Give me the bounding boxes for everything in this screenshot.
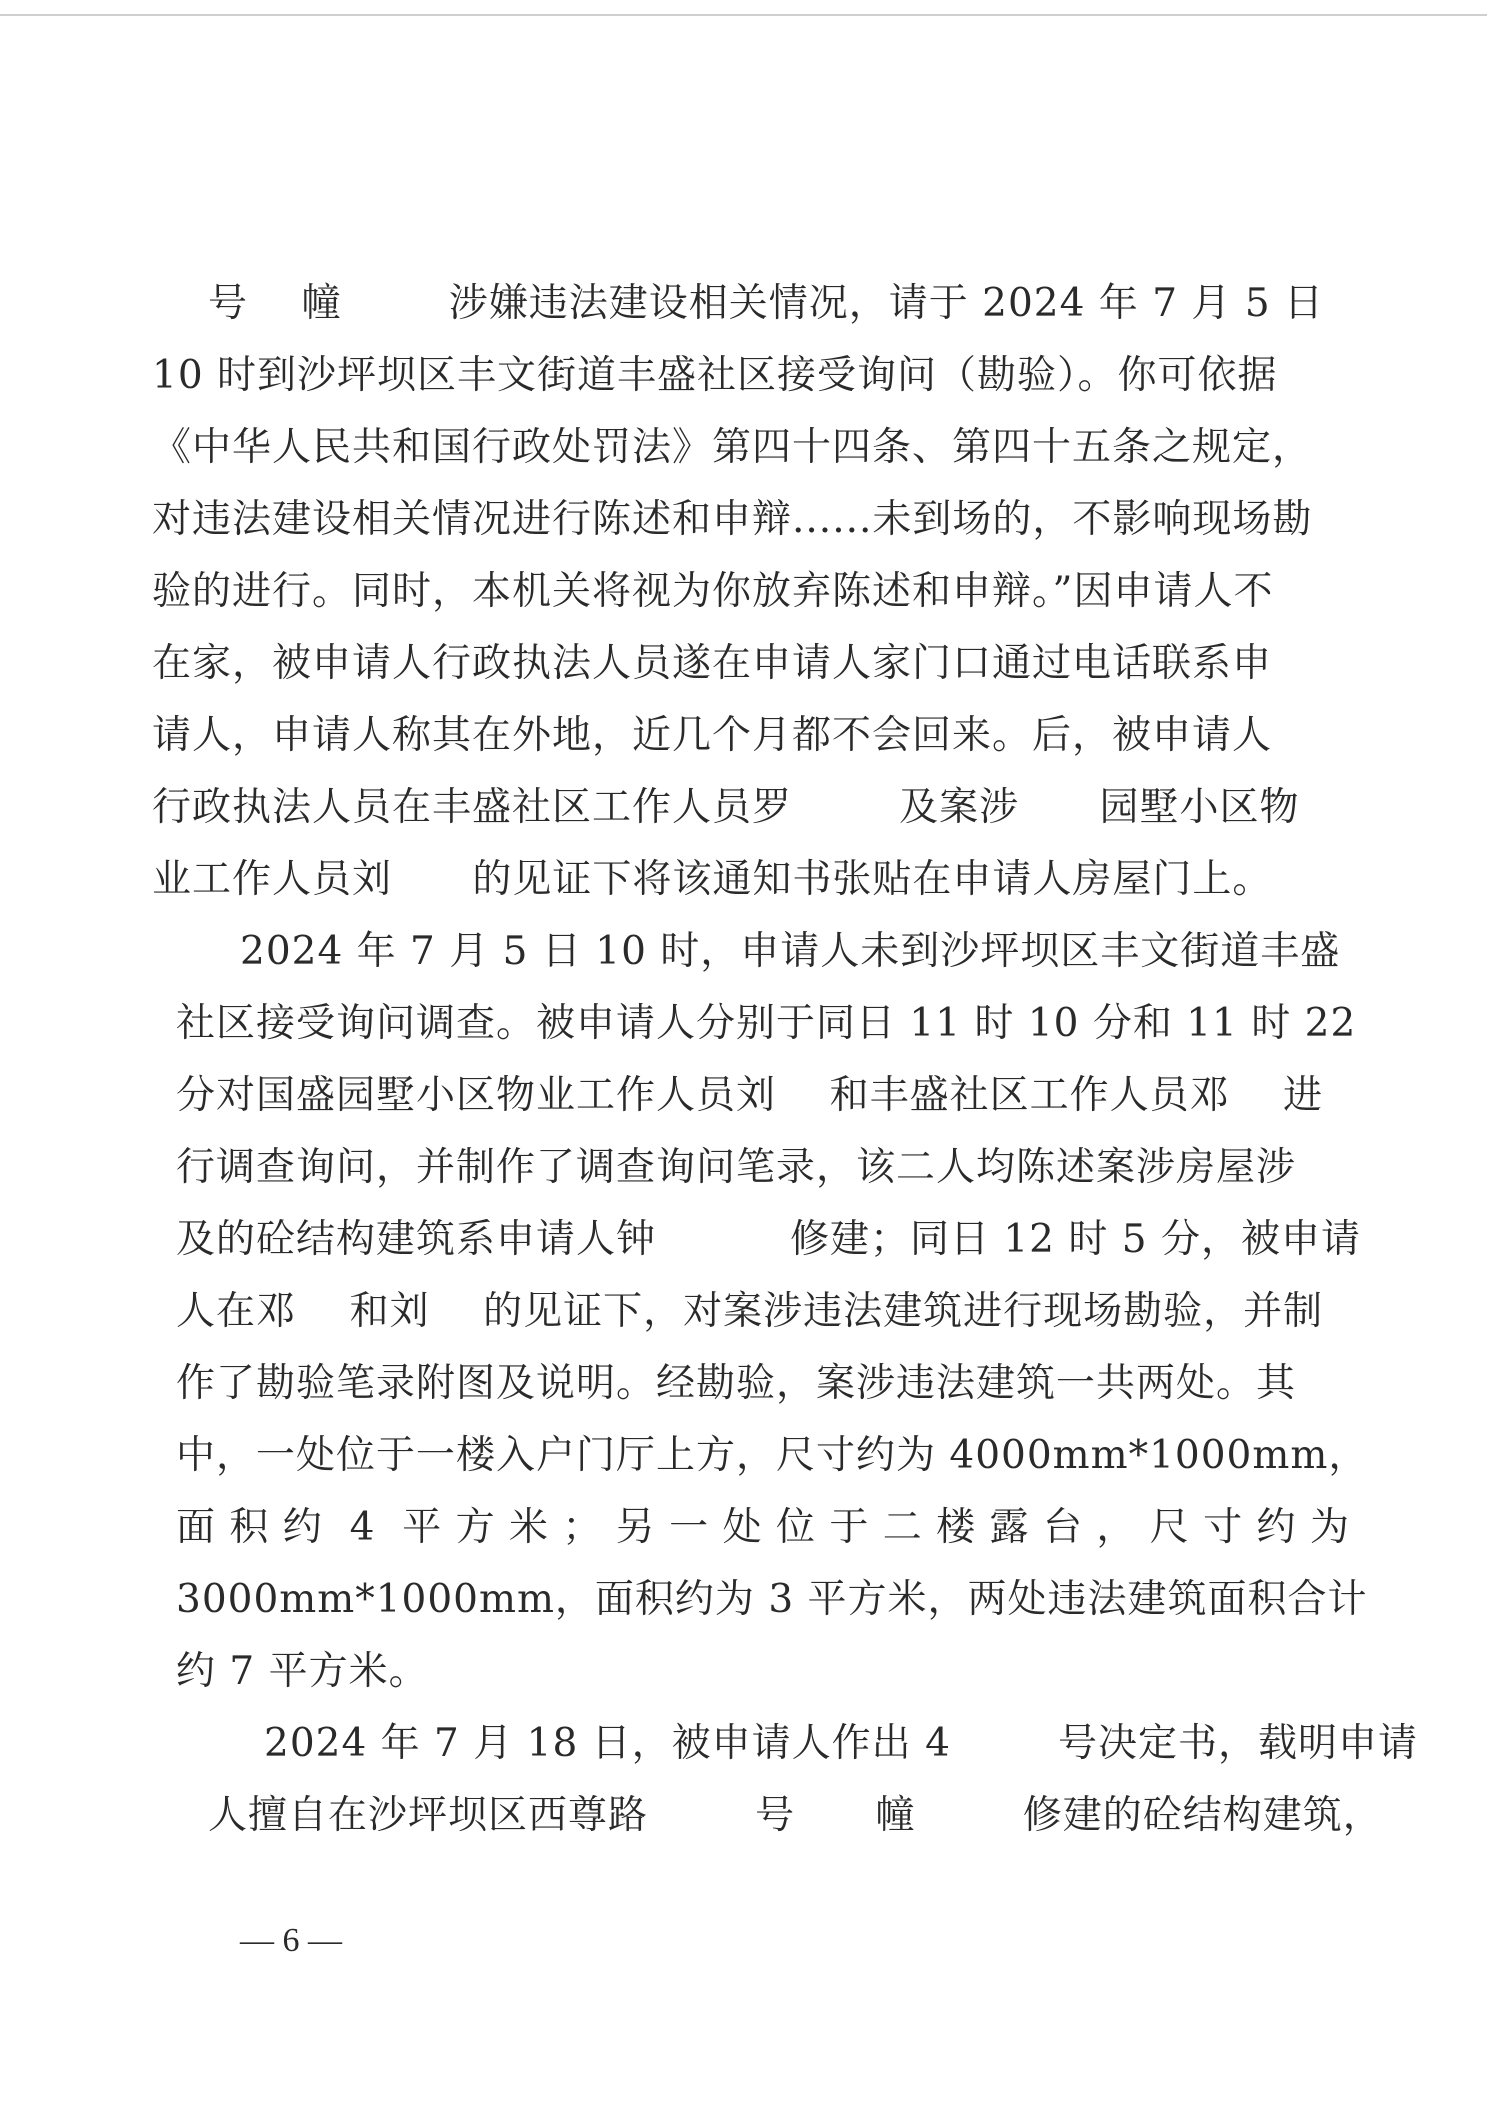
body-line: 中，一处位于一楼入户门厅上方，尺寸约为 4000mm*1000mm， xyxy=(176,1433,1369,1478)
body-line: 2024 年 7 月 5 日 10 时，申请人未到沙坪坝区丰文街道丰盛 xyxy=(240,929,1341,974)
body-line: 面 积 约 4 平 方 米 ； 另 一 处 位 于 二 楼 露 台 ， 尺 寸 约 为 xyxy=(176,1505,1350,1550)
body-line: 号 幢 涉嫌违法建设相关情况，请于 2024 年 7 月 5 日 xyxy=(208,281,1325,326)
body-line: 对违法建设相关情况进行陈述和申辩......未到场的，不影响现场勘 xyxy=(152,497,1313,542)
body-line: 作了勘验笔录附图及说明。经勘验，案涉违法建筑一共两处。其 xyxy=(176,1361,1297,1406)
body-line: 约 7 平方米。 xyxy=(176,1649,429,1694)
body-line: 《中华人民共和国行政处罚法》第四十四条、第四十五条之规定， xyxy=(152,425,1313,470)
page-number: — 6 — xyxy=(240,1922,342,1959)
body-line: 在家，被申请人行政执法人员遂在申请人家门口通过电话联系申 xyxy=(152,641,1273,686)
body-line: 行调查询问，并制作了调查询问笔录，该二人均陈述案涉房屋涉 xyxy=(176,1145,1297,1190)
body-line: 人擅自在沙坪坝区西尊路 号 幢 修建的砼结构建筑， xyxy=(208,1793,1383,1838)
body-line: 分对国盛园墅小区物业工作人员刘 和丰盛社区工作人员邓 进 xyxy=(176,1073,1324,1118)
body-line: 验的进行。同时，本机关将视为你放弃陈述和申辩。”因申请人不 xyxy=(152,569,1274,614)
body-line: 业工作人员刘 的见证下将该通知书张贴在申请人房屋门上。 xyxy=(152,857,1273,902)
body-line: 请人，申请人称其在外地，近几个月都不会回来。后，被申请人 xyxy=(152,713,1273,758)
body-line: 2024 年 7 月 18 日，被申请人作出 4 号决定书，载明申请 xyxy=(264,1721,1419,1766)
body-line: 10 时到沙坪坝区丰文街道丰盛社区接受询问（勘验）。你可依据 xyxy=(152,353,1278,398)
body-line: 及的砼结构建筑系申请人钟 修建；同日 12 时 5 分，被申请 xyxy=(176,1217,1361,1262)
body-line: 3000mm*1000mm，面积约为 3 平方米，两处违法建筑面积合计 xyxy=(176,1577,1368,1622)
body-line: 社区接受询问调查。被申请人分别于同日 11 时 10 分和 11 时 22 xyxy=(176,1001,1357,1046)
body-line: 行政执法人员在丰盛社区工作人员罗 及案涉 园墅小区物 xyxy=(152,785,1300,830)
body-line: 人在邓 和刘 的见证下，对案涉违法建筑进行现场勘验，并制 xyxy=(176,1289,1324,1334)
